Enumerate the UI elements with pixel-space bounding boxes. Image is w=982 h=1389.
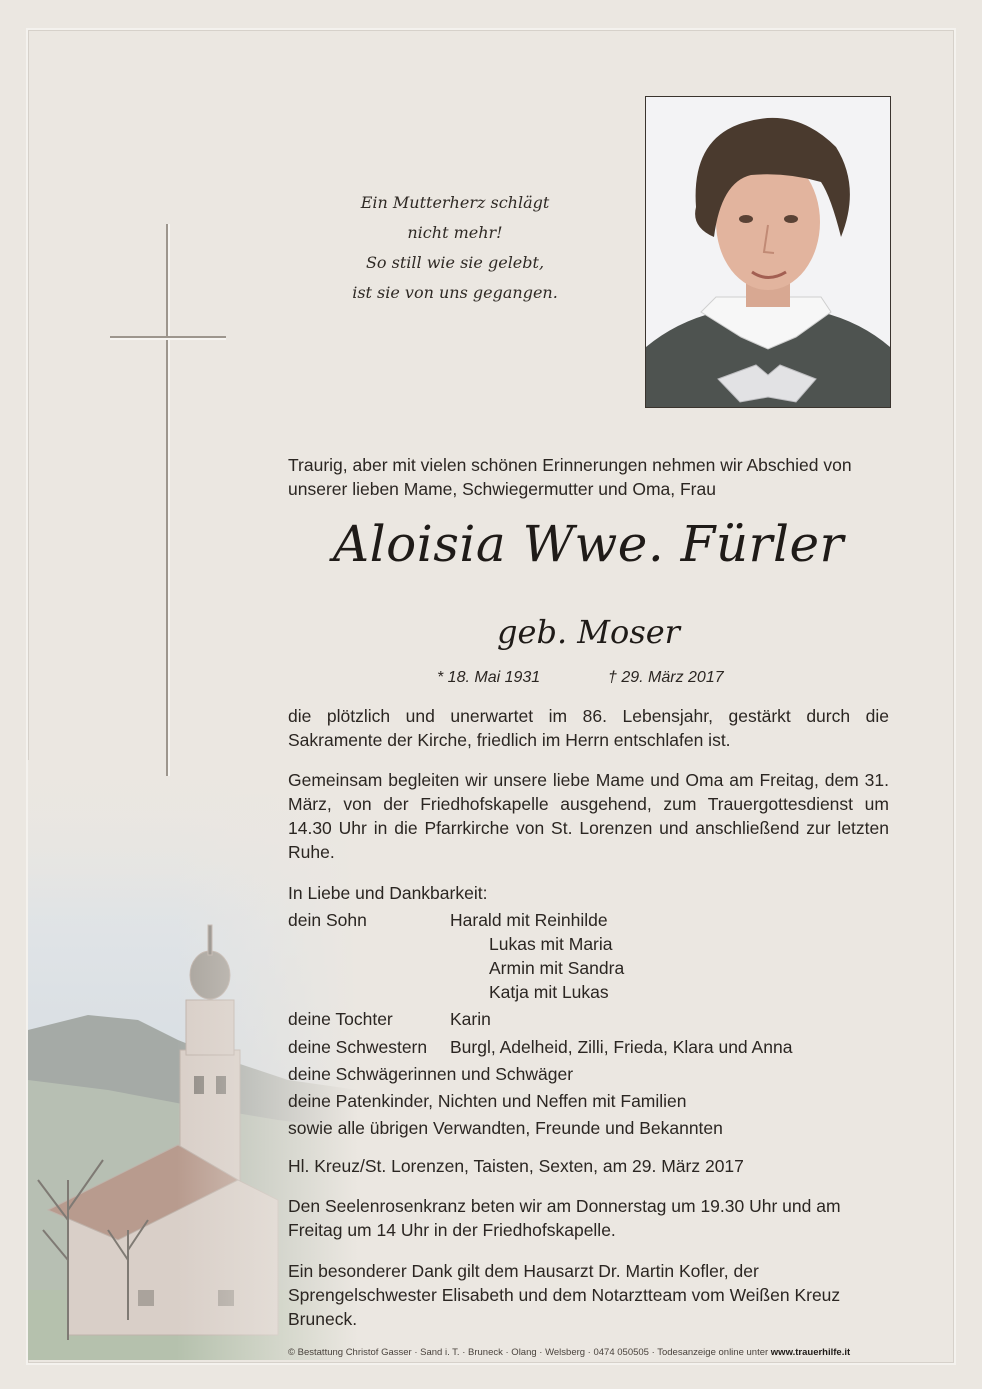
mourner-names: Katja mit Lukas	[489, 982, 609, 1002]
mourner-role: deine Schwestern	[288, 1037, 428, 1057]
verse-line: Ein Mutterherz schlägt	[360, 193, 550, 212]
memorial-verse	[340, 188, 570, 308]
footer-text: © Bestattung Christof Gasser · Sand i. T. · Bruneck · Olang · Welsberg · 0474 050505 · Todesanzeige online unter	[288, 1347, 769, 1358]
mourner-names: Burgl, Adelheid, Zilli, Frieda, Klara und Anna	[450, 1037, 793, 1057]
deceased-name: Aloisia Wwe. Fürler	[333, 515, 844, 573]
place-and-date: Hl. Kreuz/St. Lorenzen, Taisten, Sexten, am 29. März 2017	[288, 1156, 744, 1176]
verse-line: ist sie von uns gegangen.	[352, 283, 558, 302]
cross-horizontal-bar	[110, 336, 226, 338]
mourners-heading: In Liebe und Dankbarkeit:	[288, 883, 488, 903]
funeral-paragraph: Gemeinsam begleiten wir unsere liebe Mame und Oma am Freitag, dem 31. März, von der Friedhofskapelle ausgehend, zum Trauergottesdienst um 14.30 Uhr in die Pfarrkirche von St. Lorenzen und anschließend zur letzten Ruhe.	[288, 770, 889, 862]
verse-line: So still wie sie gelebt,	[365, 253, 545, 272]
passing-paragraph: die plötzlich und unerwartet im 86. Lebensjahr, gestärkt durch die Sakramente der Kirche, friedlich im Herrn entschlafen ist.	[288, 706, 889, 750]
mourner-names: Lukas mit Maria	[489, 934, 613, 954]
intro-text: Traurig, aber mit vielen schönen Erinnerungen nehmen wir Abschied von unserer lieben Mame, Schwiegermutter und Oma, Frau	[288, 455, 852, 499]
mourner-group: deine Schwägerinnen und Schwäger	[288, 1064, 574, 1084]
mourner-group: sowie alle übrigen Verwandten, Freunde und Bekannten	[288, 1118, 723, 1138]
death-date: † 29. März 2017	[608, 669, 724, 686]
mourner-names: Armin mit Sandra	[489, 958, 625, 978]
cross-vertical-bar	[166, 224, 168, 776]
portrait-photo	[645, 96, 891, 408]
mourner-role: dein Sohn	[288, 910, 367, 930]
mourner-names: Karin	[450, 1009, 491, 1029]
mourner-names: Harald mit Reinhilde	[450, 910, 608, 930]
birth-date: * 18. Mai 1931	[437, 669, 541, 686]
verse-line: nicht mehr!	[407, 223, 503, 242]
footer-website-link[interactable]: www.trauerhilfe.it	[770, 1347, 851, 1358]
special-thanks-paragraph: Ein besonderer Dank gilt dem Hausarzt Dr. Martin Kofler, der Sprengelschwester Elisabeth und dem Notarztteam vom Weißen Kreuz Bruneck.	[288, 1261, 841, 1329]
maiden-name: geb. Moser	[497, 613, 680, 651]
footer-credit	[288, 1347, 912, 1359]
mourner-role: deine Tochter	[288, 1009, 393, 1029]
mourner-group: deine Patenkinder, Nichten und Neffen mit Familien	[288, 1091, 687, 1111]
rosary-paragraph: Den Seelenrosenkranz beten wir am Donnerstag um 19.30 Uhr und am Freitag um 14 Uhr in der Friedhofskapelle.	[288, 1196, 841, 1240]
